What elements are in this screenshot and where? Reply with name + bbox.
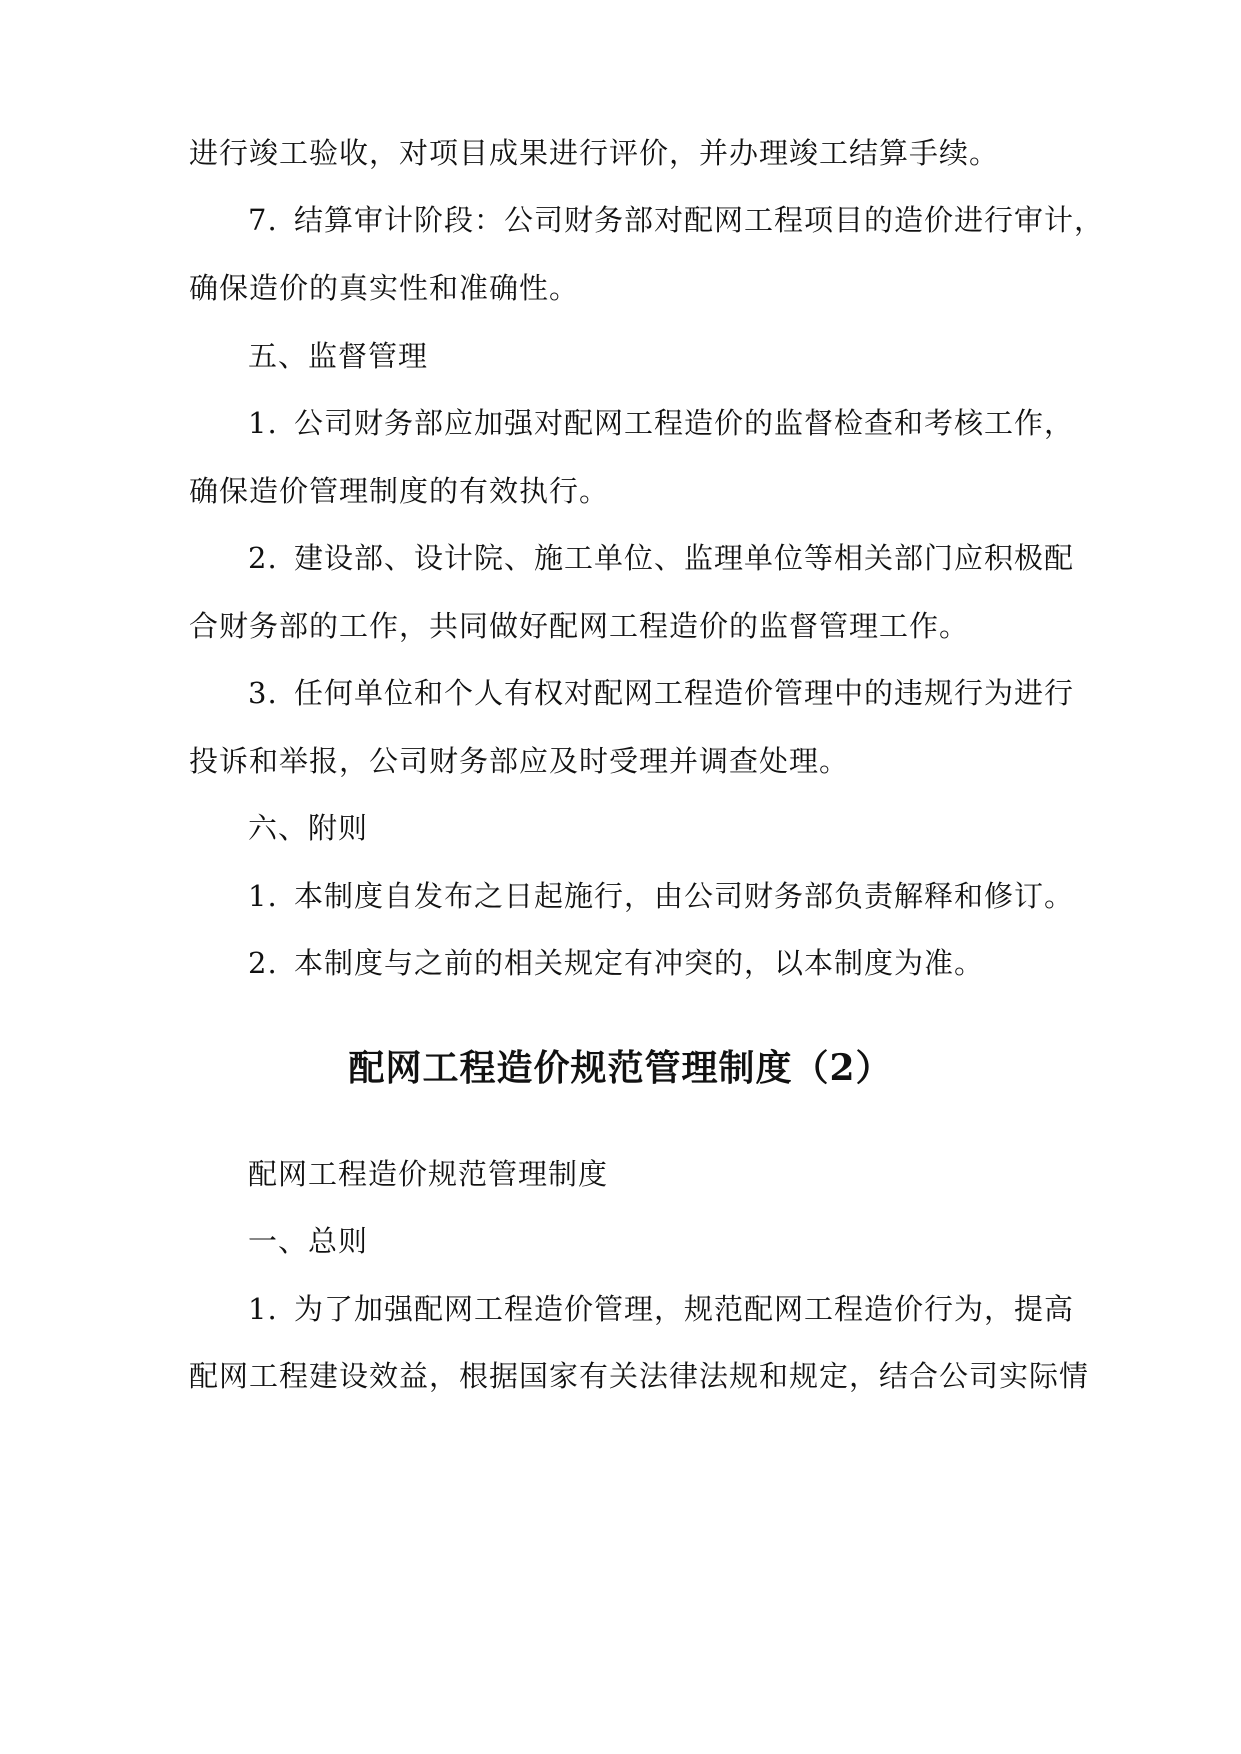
section-heading (248, 336, 428, 376)
paragraph-line (248, 943, 984, 983)
line-text: 配网工程建设效益，根据国家有关法律法规和规定，结合公司实际情 (189, 1359, 1090, 1393)
paragraph-line (248, 403, 1074, 443)
line-text: 投诉和举报，公司财务部应及时受理并调查处理。 (189, 744, 850, 778)
line-text: 为了加强配网工程造价管理，规范配网工程造价行为，提高 (294, 1292, 1075, 1326)
paragraph-line (189, 268, 579, 308)
line-text: 本制度与之前的相关规定有冲突的，以本制度为准。 (294, 946, 985, 980)
line-text: 建设部、设计院、施工单位、监理单位等相关部门应积极配 (294, 541, 1075, 575)
clause-number: 1. (248, 1292, 278, 1326)
paragraph-line (189, 606, 969, 646)
line-text: 进行竣工验收，对项目成果进行评价，并办理竣工结算手续。 (189, 136, 1000, 170)
section-heading (248, 808, 368, 848)
paragraph-line (189, 471, 609, 511)
document-title: 配网工程造价规范管理制度（2） (348, 1047, 893, 1089)
section-title: 五、监督管理 (248, 339, 429, 373)
line-text: 配网工程造价规范管理制度 (248, 1157, 609, 1191)
paragraph-line (248, 200, 1104, 240)
paragraph-line (248, 1289, 1074, 1329)
paragraph-line (248, 876, 1074, 916)
paragraph-line (189, 133, 999, 173)
clause-number: 2. (248, 541, 278, 575)
section-heading (248, 1221, 368, 1261)
line-text: 确保造价的真实性和准确性。 (189, 271, 580, 305)
clause-number: 3. (248, 676, 278, 710)
line-text: 公司财务部应加强对配网工程造价的监督检查和考核工作， (294, 406, 1075, 440)
section-title: 六、附则 (248, 811, 369, 845)
paragraph-line (248, 673, 1074, 713)
clause-number: 1. (248, 879, 278, 913)
paragraph-line (189, 741, 849, 781)
paragraph-line (248, 538, 1074, 578)
paragraph-line (248, 1154, 608, 1194)
clause-number: 7. (248, 203, 278, 237)
line-text: 结算审计阶段：公司财务部对配网工程项目的造价进行审计， (294, 203, 1105, 237)
line-text: 合财务部的工作，共同做好配网工程造价的监督管理工作。 (189, 609, 970, 643)
clause-number: 2. (248, 946, 278, 980)
line-text: 本制度自发布之日起施行，由公司财务部负责解释和修订。 (294, 879, 1075, 913)
line-text: 任何单位和个人有权对配网工程造价管理中的违规行为进行 (294, 676, 1075, 710)
paragraph-line (189, 1356, 1089, 1396)
clause-number: 1. (248, 406, 278, 440)
line-text: 确保造价管理制度的有效执行。 (189, 474, 610, 508)
section-title: 一、总则 (248, 1224, 369, 1258)
